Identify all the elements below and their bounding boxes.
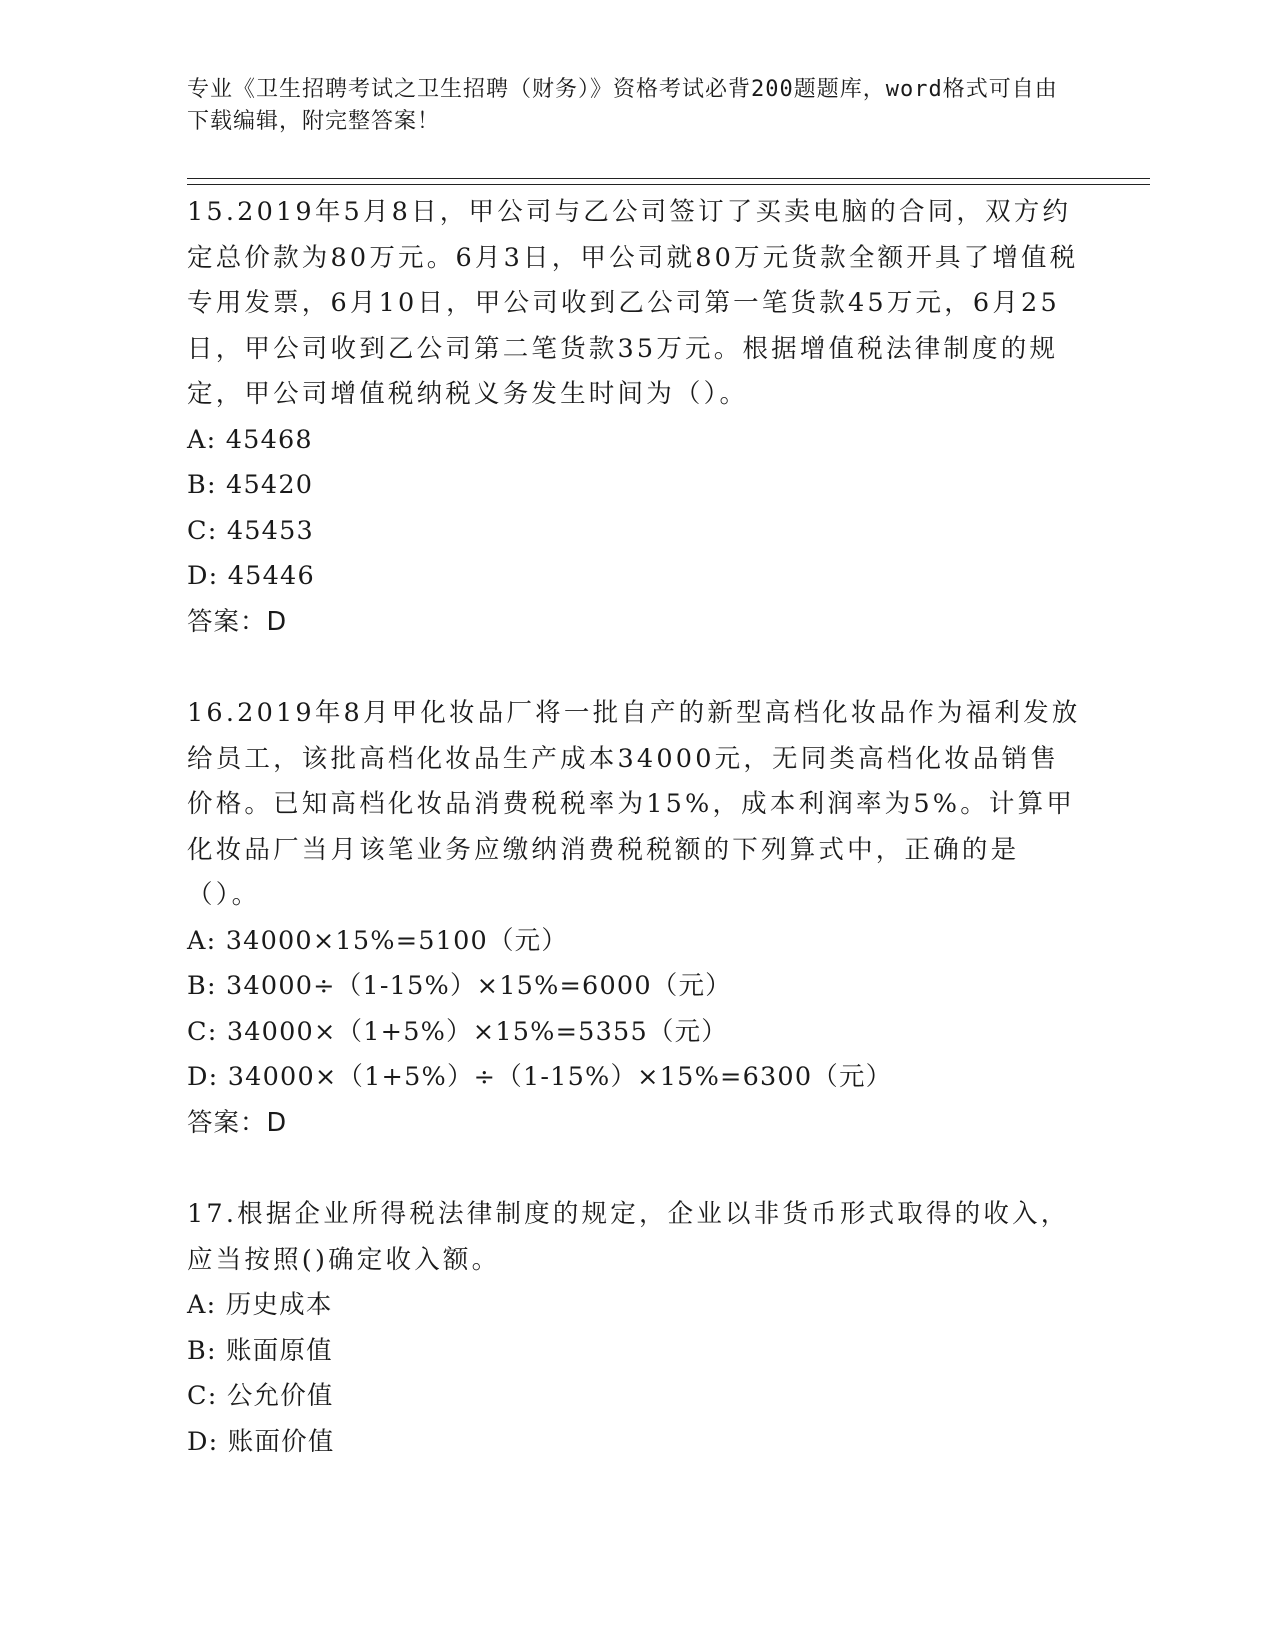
question-15: [187, 190, 1087, 645]
option-text: 34000×（1+5%）÷（1-15%）×15%=6300（元）: [227, 1062, 893, 1092]
option-b: [187, 964, 1087, 1010]
question-stem: 15.2019年5月8日，甲公司与乙公司签订了买卖电脑的合同，双方约定总价款为80万元。6月3日，甲公司就80万元货款全额开具了增值税专用发票，6月10日，甲公司收到乙公司第一笔货款45万元，6月25日，甲公司收到乙公司第二笔货款35万元。根据增值税法律制度的规定，甲公司增值税纳税义务发生时间为（）。: [187, 197, 1079, 409]
answer-line: 答案：D: [187, 1107, 288, 1138]
option-label: C:: [187, 515, 218, 546]
option-label: B:: [187, 971, 217, 1001]
option-label: A:: [187, 1290, 217, 1320]
option-text: 账面价值: [227, 1426, 335, 1457]
answer-line: 答案：D: [187, 606, 288, 637]
option-label: D:: [187, 1426, 219, 1457]
option-label: C:: [187, 1381, 218, 1411]
option-d: [187, 554, 1087, 600]
option-text: 34000×（1+5%）×15%=5355（元）: [226, 1016, 728, 1047]
option-label: A:: [187, 925, 217, 956]
option-label: D:: [187, 561, 219, 591]
option-label: B:: [187, 1335, 217, 1366]
header-rule-top: [187, 178, 1150, 179]
question-stem: 17.根据企业所得税法律制度的规定，企业以非货币形式取得的收入，应当按照()确定收入额。: [187, 1199, 1070, 1275]
option-label: A:: [187, 424, 217, 455]
option-text: 账面原值: [226, 1335, 333, 1366]
option-d: [187, 1420, 1087, 1466]
question-16: [187, 691, 1087, 1146]
option-text: 45453: [226, 515, 314, 546]
option-a: [187, 418, 1087, 464]
question-17: [187, 1192, 1087, 1465]
option-label: B:: [187, 470, 217, 500]
option-text: 45468: [225, 424, 313, 455]
option-label: D:: [187, 1062, 219, 1092]
header-rule-bottom: [187, 184, 1150, 185]
option-a: [187, 919, 1087, 965]
question-list: [187, 190, 1087, 1511]
option-text: 34000÷（1-15%）×15%=6000（元）: [226, 971, 732, 1001]
option-text: 45420: [226, 470, 314, 500]
option-c: [187, 1010, 1087, 1056]
option-text: 历史成本: [225, 1290, 333, 1320]
option-d: [187, 1055, 1087, 1101]
document-header: [187, 74, 1067, 138]
option-c: [187, 509, 1087, 555]
option-c: [187, 1374, 1087, 1420]
option-b: [187, 463, 1087, 509]
question-stem: 16.2019年8月甲化妆品厂将一批自产的新型高档化妆品作为福利发放给员工，该批高档化妆品生产成本34000元，无同类高档化妆品销售价格。已知高档化妆品消费税税率为15%，成本利润率为5%。计算甲化妆品厂当月该笔业务应缴纳消费税税额的下列算式中，正确的是（）。: [187, 698, 1081, 910]
option-text: 公允价值: [226, 1381, 334, 1411]
option-text: 45446: [227, 561, 315, 591]
header-title: 专业《卫生招聘考试之卫生招聘（财务）》资格考试必背200题题库，word格式可自由下载编辑，附完整答案！: [187, 77, 1058, 134]
option-label: C:: [187, 1016, 218, 1047]
option-b: [187, 1329, 1087, 1375]
option-text: 34000×15%=5100（元）: [225, 925, 569, 956]
option-a: [187, 1283, 1087, 1329]
